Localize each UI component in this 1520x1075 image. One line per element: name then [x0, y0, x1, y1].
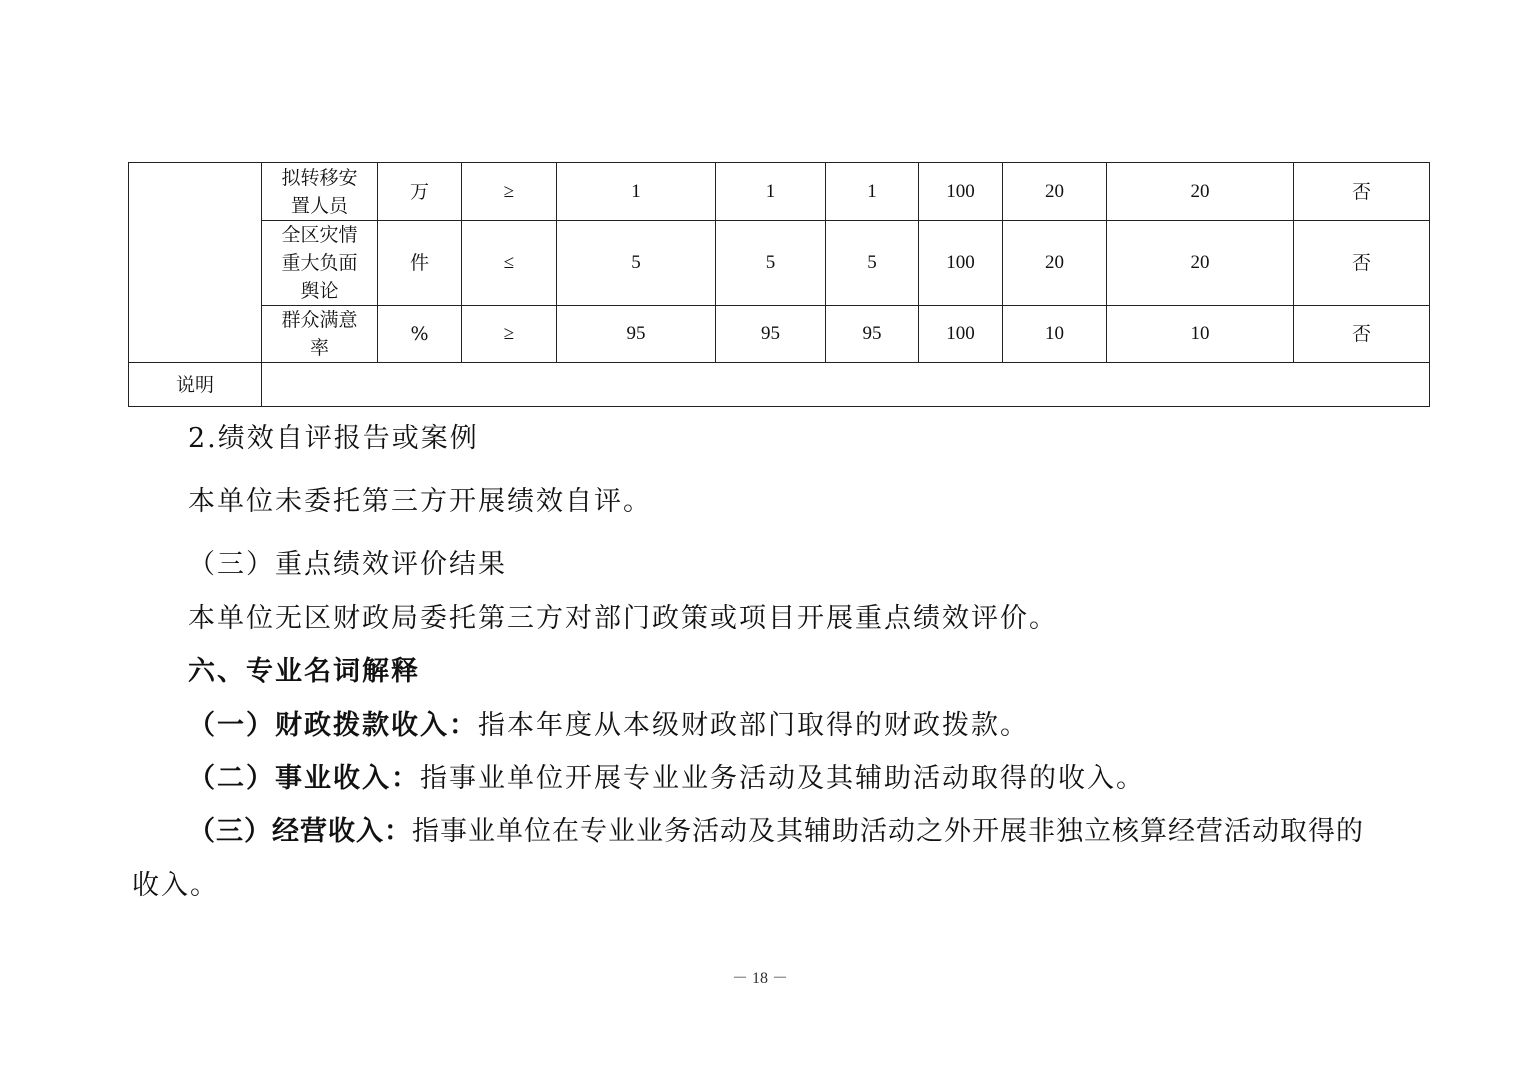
note-value-cell [262, 363, 1430, 407]
annual-target-cell: 95 [557, 306, 716, 363]
glossary-term: （二）事业收入： [188, 763, 420, 794]
operator-cell: ≥ [462, 306, 557, 363]
unit-cell: % [378, 306, 462, 363]
score-cell: 10 [1107, 306, 1294, 363]
actual-cell: 5 [716, 221, 826, 306]
weight-cell: 10 [1003, 306, 1107, 363]
indicator-name-cell: 群众满意率 [262, 306, 378, 363]
indicator-name-cell: 拟转移安置人员 [262, 163, 378, 221]
glossary-term: （三）经营收入： [188, 816, 412, 847]
weight-cell: 20 [1003, 221, 1107, 306]
indicator-category-cell [129, 163, 262, 363]
annual-target-cell: 5 [557, 221, 716, 306]
glossary-definition: 指事业单位开展专业业务活动及其辅助活动取得的收入。 [420, 763, 1145, 794]
operator-cell: ≤ [462, 221, 557, 306]
actual-cell: 95 [716, 306, 826, 363]
score-cell: 20 [1107, 163, 1294, 221]
deduct-cell: 否 [1294, 163, 1430, 221]
report-heading: 2.绩效自评报告或案例 [188, 423, 479, 454]
score-rate-cell: 100 [919, 306, 1003, 363]
glossary-definition: 指本年度从本级财政部门取得的财政拨款。 [478, 710, 1029, 741]
value-cell: 1 [826, 163, 919, 221]
deduct-cell: 否 [1294, 306, 1430, 363]
operator-cell: ≥ [462, 163, 557, 221]
performance-indicator-table [128, 162, 1430, 407]
value-cell: 95 [826, 306, 919, 363]
score-rate-cell: 100 [919, 221, 1003, 306]
indicator-name-cell: 全区灾情重大负面舆论 [262, 221, 378, 306]
key-eval-text: 本单位无区财政局委托第三方对部门政策或项目开展重点绩效评价。 [188, 603, 1058, 634]
annual-target-cell: 1 [557, 163, 716, 221]
unit-cell: 件 [378, 221, 462, 306]
report-text: 本单位未委托第三方开展绩效自评。 [188, 486, 652, 517]
glossary-item [188, 761, 1145, 797]
glossary-item [188, 708, 1029, 744]
glossary-term: （一）财政拨款收入： [188, 710, 478, 741]
score-rate-cell: 100 [919, 163, 1003, 221]
value-cell: 5 [826, 221, 919, 306]
glossary-item [188, 814, 1364, 850]
score-cell: 20 [1107, 221, 1294, 306]
table-row [129, 363, 1430, 407]
table-row [129, 306, 1430, 363]
glossary-item-continuation: 收入。 [132, 870, 219, 901]
glossary-heading: 六、专业名词解释 [188, 656, 420, 687]
key-eval-heading: （三）重点绩效评价结果 [188, 549, 507, 580]
note-label-cell: 说明 [129, 363, 262, 407]
deduct-cell: 否 [1294, 221, 1430, 306]
unit-cell: 万 [378, 163, 462, 221]
table-row [129, 221, 1430, 306]
page-number: － 18 － [731, 970, 788, 987]
weight-cell: 20 [1003, 163, 1107, 221]
actual-cell: 1 [716, 163, 826, 221]
glossary-definition: 指事业单位在专业业务活动及其辅助活动之外开展非独立核算经营活动取得的 [412, 816, 1364, 847]
table-row [129, 163, 1430, 221]
